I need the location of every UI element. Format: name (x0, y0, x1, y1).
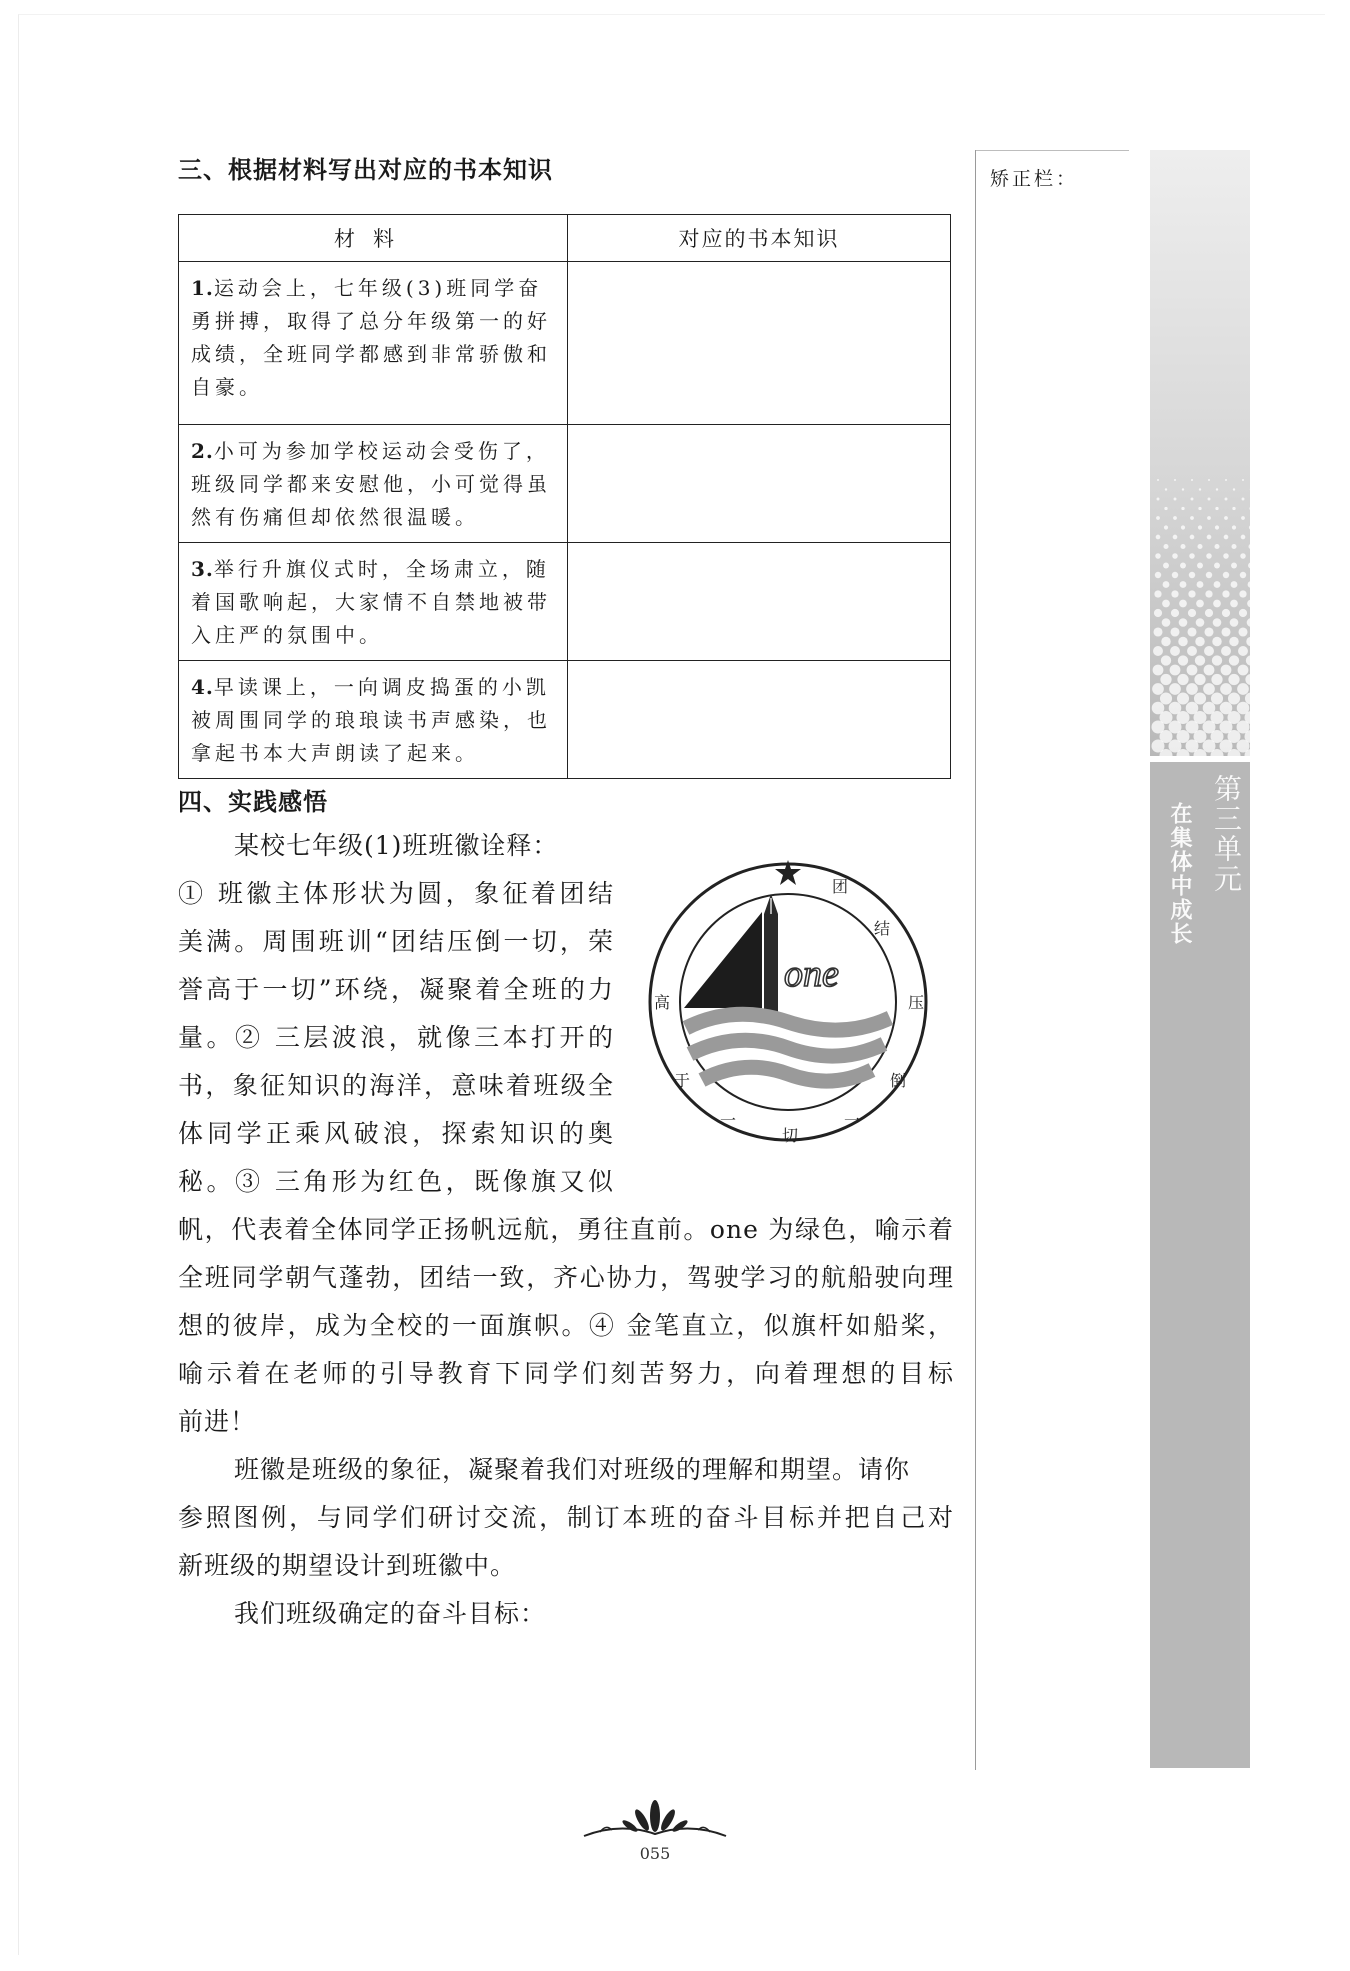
table-row (179, 543, 951, 661)
correction-column-top-rule (975, 150, 1129, 151)
pen-icon (764, 914, 778, 1014)
badge-ring-char: 团 (831, 877, 849, 896)
badge-explanation-continued (178, 1206, 954, 1446)
correction-column-divider (975, 150, 976, 1770)
badge-ring-char: 一 (719, 1111, 737, 1130)
material-text: 举行升旗仪式时，全场肃立，随着国歌响起，大家情不自禁地被带入庄严的氛围中。 (191, 557, 551, 647)
table-row (179, 262, 951, 425)
materials-table (178, 214, 951, 779)
column-header-materials: 材料 (179, 215, 568, 262)
badge-ring-char: 结 (873, 919, 891, 938)
section4-heading: 四、实践感悟 (178, 788, 328, 816)
material-cell (179, 661, 568, 779)
side-tab-gap (1150, 756, 1250, 762)
material-text: 早读课上，一向调皮捣蛋的小凯被周围同学的琅琅读书声感染，也拿起书本大声朗读了起来。 (191, 675, 551, 765)
text-line: 秘。③ 三角形为红色，既像旗又似 (178, 1167, 614, 1196)
text-line: 前进！ (178, 1407, 257, 1436)
page-number: 055 (639, 1844, 671, 1863)
text-line: 新班级的期望设计到班徽中。 (178, 1551, 517, 1580)
class-badge-illustration (644, 858, 932, 1146)
answer-cell[interactable] (568, 425, 951, 543)
badge-ring-char: 于 (673, 1071, 691, 1090)
text-line: 想的彼岸，成为全校的一面旗帜。④ 金笔直立，似旗杆如船桨， (178, 1311, 954, 1340)
text-line: 全班同学朝气蓬勃，团结一致，齐心协力，驾驶学习的航船驶向理 (178, 1263, 954, 1292)
answer-cell[interactable] (568, 661, 951, 779)
text-line: 书，象征知识的海洋，意味着班级全 (178, 1071, 614, 1100)
badge-ring-char: 切 (781, 1126, 799, 1145)
leaf-ornament-icon (580, 1796, 730, 1844)
text-line: 班徽是班级的象征，凝聚着我们对班级的理解和期望。请你 (234, 1455, 911, 1484)
material-number: 2. (191, 439, 214, 463)
text-line: ① 班徽主体形状为圆，象征着团结 (178, 879, 614, 908)
section3-heading: 三、根据材料写出对应的书本知识 (178, 156, 553, 184)
answer-cell[interactable] (568, 543, 951, 661)
table-header-row (179, 215, 951, 262)
text-line: 参照图例，与同学们研讨交流，制订本班的奋斗目标并把自己对 (178, 1503, 954, 1532)
text-line: 体同学正乘风破浪，探索知识的奥 (178, 1119, 614, 1148)
material-text: 运动会上，七年级(3)班同学奋勇拼搏，取得了总分年级第一的好成绩，全班同学都感到非常骄傲和自豪。 (191, 276, 551, 399)
badge-ring-char: 高 (653, 993, 671, 1012)
task-paragraph (178, 1446, 954, 1590)
correction-column-label: 矫正栏： (990, 168, 1079, 190)
text-line: 美满。周围班训“团结压倒一切，荣 (178, 927, 614, 956)
text-line: 帆，代表着全体同学正扬帆远航，勇往直前。one 为绿色，喻示着 (178, 1215, 954, 1244)
column-header-knowledge: 对应的书本知识 (568, 215, 951, 262)
material-text: 小可为参加学校运动会受伤了，班级同学都来安慰他，小可觉得虽然有伤痛但却依然很温暖。 (191, 439, 551, 529)
material-number: 3. (191, 557, 214, 581)
answer-cell[interactable] (568, 262, 951, 425)
badge-explanation-paragraph (178, 822, 614, 1206)
badge-ring-char: 压 (907, 993, 925, 1012)
text-line: 喻示着在老师的引导教育下同学们刻苦努力，向着理想的目标 (178, 1359, 954, 1388)
material-cell (179, 543, 568, 661)
material-number: 1. (191, 276, 214, 300)
one-lettering: one (784, 953, 839, 995)
halftone-pattern (1150, 150, 1250, 760)
table-row (179, 425, 951, 543)
table-row (179, 661, 951, 779)
badge-ring-char: 一 (843, 1111, 861, 1130)
badge-ring-char: 倒 (889, 1071, 907, 1090)
unit-title: 第三单元 (1210, 774, 1243, 894)
unit-subtitle: 在集体中成长 (1167, 802, 1192, 946)
material-cell (179, 425, 568, 543)
material-number: 4. (191, 675, 214, 699)
goal-prompt: 我们班级确定的奋斗目标： (234, 1599, 547, 1628)
text-line: 某校七年级(1)班班徽诠释： (234, 831, 559, 860)
material-cell (179, 262, 568, 425)
text-line: 量。② 三层波浪，就像三本打开的 (178, 1023, 614, 1052)
text-line: 誉高于一切”环绕，凝聚着全班的力 (178, 975, 614, 1004)
